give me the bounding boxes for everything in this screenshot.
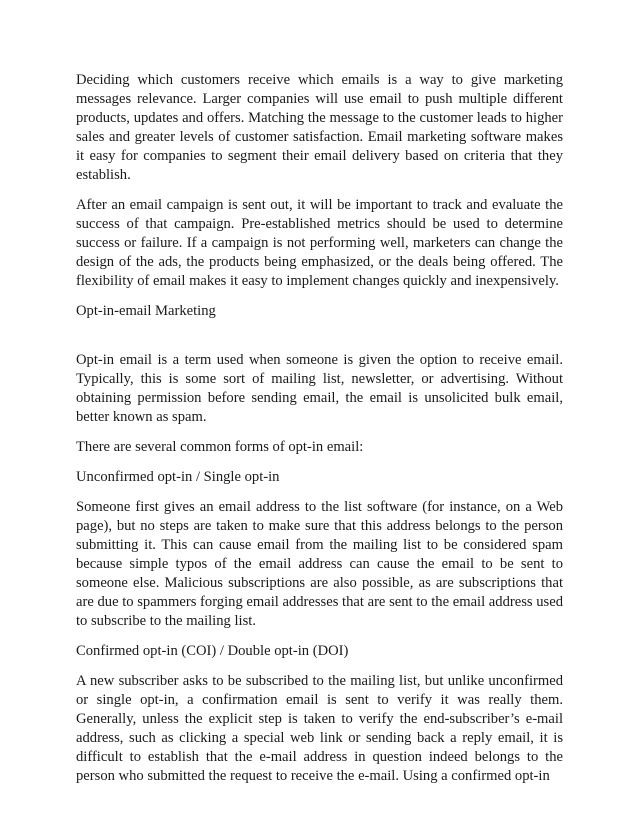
paragraph-campaign-tracking: After an email campaign is sent out, it will be important to track and evaluate the success of that campaign. Pre-established metrics should be used to determine success or failure. If a campaign is not performing well, marketers can change the design of the ads, the products being emphasized, or the deals being offered. The flexibility of email makes it easy to implement changes quickly and inexpensively.	[76, 197, 563, 289]
section-heading-opt-in-email-marketing: Opt-in-email Marketing	[76, 303, 216, 319]
paragraph-common-forms-intro: There are several common forms of opt-in email:	[76, 439, 364, 455]
section-heading-double-opt-in: Confirmed opt-in (COI) / Double opt-in (DOI)	[76, 643, 349, 659]
paragraph-single-opt-in-description: Someone first gives an email address to the list software (for instance, on a Web page), but no steps are taken to make sure that this address belongs to the person submitting it. This can cause email from the mailing list to be considered spam because simple typos of the email address can cause the email to be sent to someone else. Malicious subscriptions are also possible, as are subscriptions that are due to spammers forging email addresses that are sent to the email address used to subscribe to the mailing list.	[76, 499, 563, 629]
paragraph-double-opt-in-description: A new subscriber asks to be subscribed to the mailing list, but unlike unconfirmed or single opt-in, a confirmation email is sent to verify it was really them. Generally, unless the explicit step is taken to verify the end-subscriber’s e-mail address, such as clicking a special web link or sending back a reply email, it is difficult to establish that the e-mail address in question indeed belongs to the person who submitted the request to receive the e-mail. Using a confirmed opt-in	[76, 673, 563, 784]
paragraph-email-segmentation: Deciding which customers receive which emails is a way to give marketing messages relevance. Larger companies will use email to push multiple different products, updates and offers. Matching the message to the customer leads to higher sales and greater levels of customer satisfaction. Email marketing software makes it easy for companies to segment their email delivery based on criteria that they establish.	[76, 72, 563, 183]
document-page	[76, 71, 563, 797]
section-heading-single-opt-in: Unconfirmed opt-in / Single opt-in	[76, 469, 280, 485]
paragraph-opt-in-definition: Opt-in email is a term used when someone is given the option to receive email. Typically, this is some sort of mailing list, newsletter, or advertising. Without obtaining permission before sending email, the email is unsolicited bulk email, better known as spam.	[76, 352, 563, 425]
